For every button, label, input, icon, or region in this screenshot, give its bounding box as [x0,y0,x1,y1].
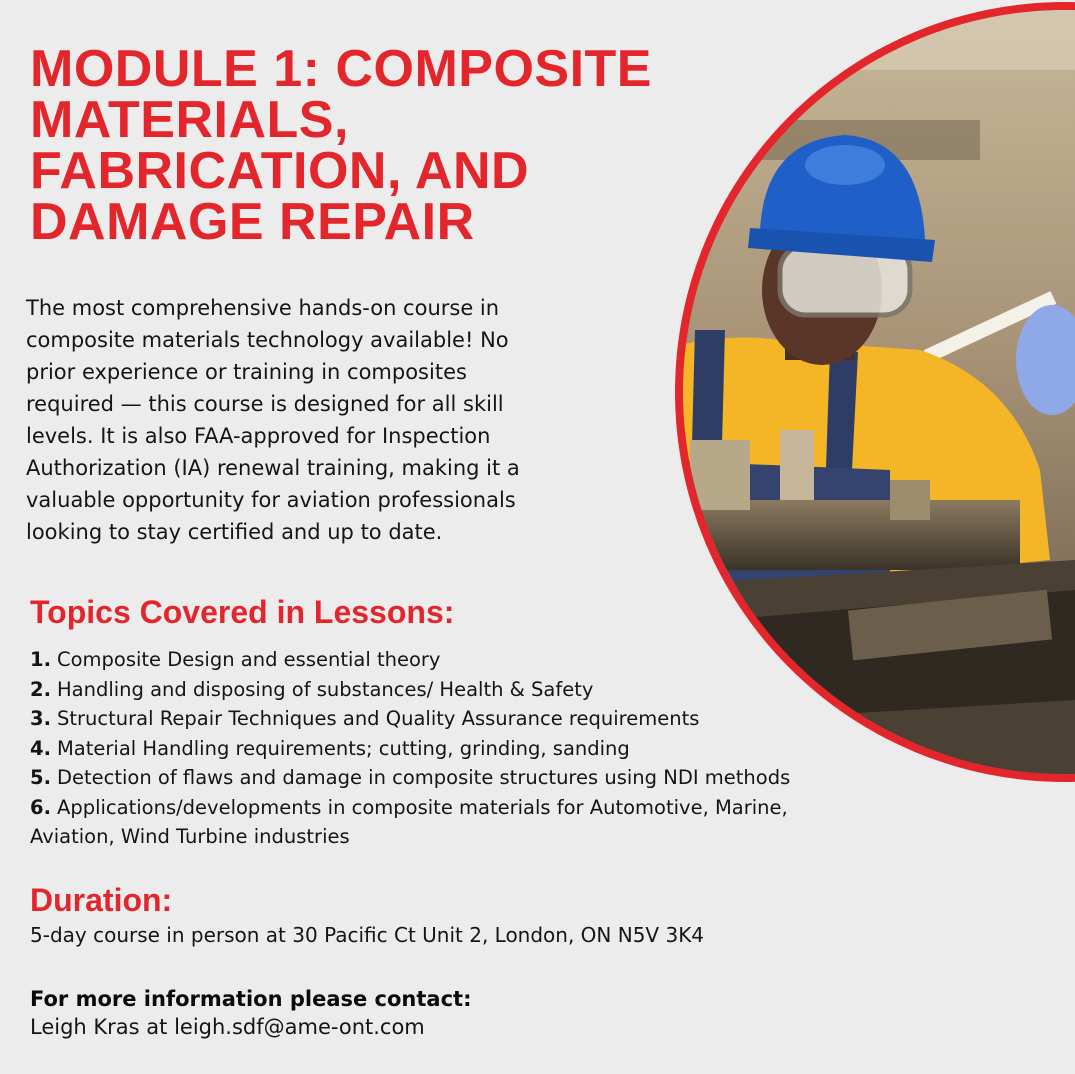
topic-text: Aviation, Wind Turbine industries [30,825,350,848]
topic-text: Detection of flaws and damage in composite structures using NDI methods [56,766,791,789]
intro-line: The most comprehensive hands-on course in [26,296,500,320]
title-line-3: FABRICATION, AND [30,142,530,200]
topic-number: 2. [30,677,51,701]
contact-text: Leigh Kras at leigh.sdf@ame-ont.com [30,1015,425,1039]
intro-line: composite materials technology available! No [26,328,509,352]
topics-heading: Topics Covered in Lessons: [30,594,455,630]
title-line-1: MODULE 1: COMPOSITE [30,40,652,98]
intro-line: looking to stay certified and up to date. [26,520,443,544]
topic-item-6-continuation [30,822,890,852]
contact-heading: For more information please contact: [30,987,472,1011]
intro-line: Authorization (IA) renewal training, making it a [26,456,520,480]
duration-text: 5-day course in person at 30 Pacific Ct Unit 2, London, ON N5V 3K4 [30,923,705,947]
intro-line: valuable opportunity for aviation professionals [26,488,516,512]
title-line-4: DAMAGE REPAIR [30,193,475,251]
topic-number: 3. [30,707,51,730]
intro-line: prior experience or training in composites [26,360,467,384]
topic-number: 1. [30,648,51,671]
intro-line: levels. It is also FAA-approved for Inspection [26,424,491,448]
intro-line: required — this course is designed for all skill [26,392,504,416]
topic-number: 4. [30,736,51,760]
worker-photo-icon [590,0,1075,790]
topic-text: Composite Design and essential theory [56,648,441,671]
topic-text: Applications/developments in composite materials for Automotive, Marine, [56,795,788,819]
duration-heading: Duration: [30,882,173,918]
topic-text: Handling and disposing of substances/ Health & Safety [56,677,594,701]
topic-text: Structural Repair Techniques and Quality Assurance requirements [56,707,700,730]
topic-text: Material Handling requirements; cutting, grinding, sanding [56,736,630,760]
intro-paragraph [26,292,596,548]
topic-number: 5. [30,766,51,789]
title-line-2: MATERIALS, [30,91,349,149]
topic-number: 6. [30,795,51,819]
topic-item-6 [30,793,890,823]
page-title [30,40,670,251]
